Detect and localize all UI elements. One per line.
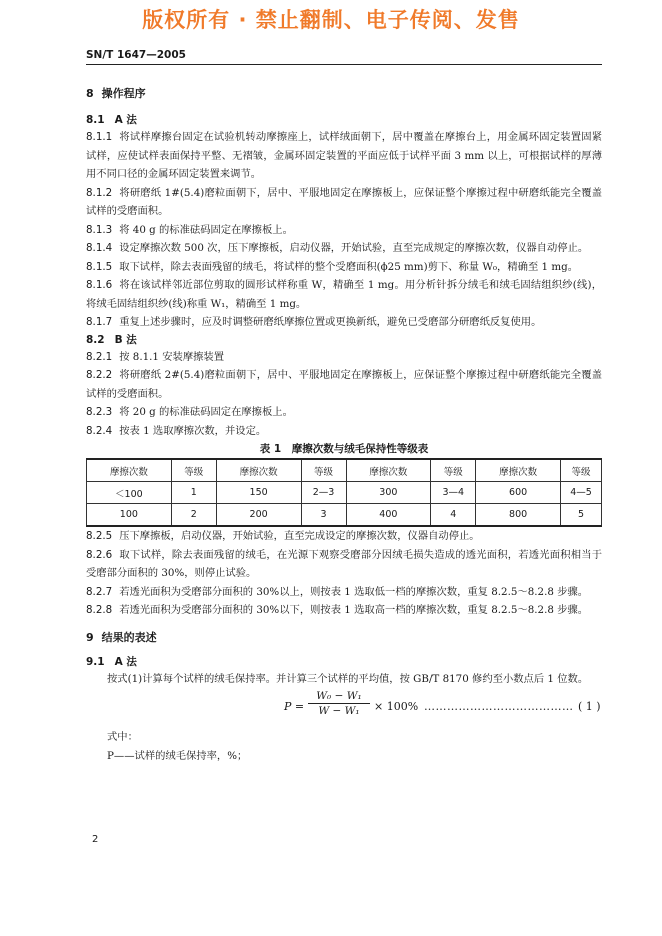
table-header-cell: 等级: [171, 459, 216, 482]
clause-8-2-3: [86, 403, 602, 422]
clause-text: 设定摩擦次数 500 次，压下摩擦板，启动仪器，开始试验，直至完成规定的摩擦次数，仪器自动停止。: [119, 242, 589, 254]
grade-table: [86, 458, 602, 527]
clause-8-2-6: [86, 546, 602, 583]
clause-number: 8.1.6: [86, 279, 113, 291]
watermark: 版权所有 · 禁止翻制、电子传阅、发售: [142, 8, 520, 32]
clause-8-1-7: [86, 313, 602, 332]
table-cell: ＜100: [87, 482, 172, 504]
table-header-row: [87, 459, 602, 482]
clause-text: 取下试样，除去表面残留的绒毛，在光源下观察受磨部分因绒毛损失造成的透光面积，若透光面积相当于受磨部分面积的 30%，则停止试验。: [86, 548, 602, 579]
clause-text: 将在该试样邻近部位剪取的圆形试样称重 W，精确至 1 mg。用分析针拆分绒毛和绒毛固结组织纱(线)，将绒毛固结组织纱(线)称重 W₁，精确至 1 mg。: [86, 279, 602, 310]
table-cell: 600: [476, 482, 561, 504]
subsection-title: A 法: [114, 114, 137, 126]
subsection-number: 9.1: [86, 655, 105, 668]
clause-text: 将研磨纸 1#(5.4)磨粒面朝下，居中、平服地固定在摩擦板上，应保证整个摩擦过程中研磨纸能完全覆盖试样的受磨面积。: [86, 186, 602, 217]
clause-8-1-3: [86, 221, 602, 240]
table-header-cell: 等级: [561, 459, 602, 482]
table-cell: 200: [216, 504, 301, 527]
table-header-cell: 摩擦次数: [476, 459, 561, 482]
clause-number: 8.2.2: [86, 369, 113, 381]
clause-8-2-4: [86, 422, 602, 441]
clause-8-1-1: [86, 128, 602, 184]
where-label: 式中：: [107, 731, 138, 743]
standard-code: SN/T 1647—2005: [86, 49, 186, 61]
clause-8-1-5: [86, 258, 602, 277]
table-row: [87, 504, 602, 527]
clause-number: 8.2.5: [86, 530, 113, 542]
formula-number: ( 1 ): [578, 700, 601, 713]
clause-8-1-2: [86, 184, 602, 221]
clause-8-2-5: [86, 527, 602, 546]
table-cell: 5: [561, 504, 602, 527]
page-number: 2: [92, 834, 99, 845]
table-header-cell: 摩擦次数: [216, 459, 301, 482]
clause-text: 若透光面积为受磨部分面积的 30%以上，则按表 1 选取低一档的摩擦次数，重复 8.2.5～8.2.8 步骤。: [119, 585, 589, 598]
clause-number: 8.2.3: [86, 406, 113, 418]
table-cell: 2: [171, 504, 216, 527]
clause-number: 8.1.2: [86, 186, 113, 199]
table-cell: 3—4: [431, 482, 476, 504]
clause-number: 8.2.4: [86, 424, 113, 437]
clause-text: 按 8.1.1 安装摩擦装置: [119, 350, 225, 363]
subsection-number: 8.2: [86, 333, 105, 346]
table-cell: 150: [216, 482, 301, 504]
formula-multiplier: × 100%: [374, 700, 419, 713]
clause-text: 将试样摩擦台固定在试验机转动摩擦座上，试样绒面朝下，居中覆盖在摩擦台上，用金属环固定装置固紧试样，应使试样表面保持平整、无褶皱，金属环固定装置的平面应低于试样平面 3 mm 以上，可根据试样的厚薄用不同口径的金属环固定装置来调节。: [86, 131, 602, 180]
table-cell: 1: [171, 482, 216, 504]
section-number: 8: [86, 87, 94, 100]
section-title: 操作程序: [101, 87, 146, 100]
clause-text: 将 20 g 的标准砝码固定在摩擦板上。: [119, 406, 293, 418]
clause-8-1-6: [86, 276, 602, 313]
clause-8-2-1: [86, 348, 602, 367]
table-row: [87, 482, 602, 504]
table-cell: 400: [346, 504, 431, 527]
formula-denominator: W − W₁: [318, 705, 360, 717]
table-cell: 100: [87, 504, 172, 527]
table-header-cell: 摩擦次数: [346, 459, 431, 482]
table-cell: 800: [476, 504, 561, 527]
clause-text: 将研磨纸 2#(5.4)磨粒面朝下，居中、平服地固定在摩擦板上，应保证整个摩擦过程中研磨纸能完全覆盖试样的受磨面积。: [86, 369, 602, 400]
formula-1: [86, 688, 602, 728]
formula-fraction: [308, 690, 370, 717]
subsection-heading-8-2: [86, 332, 602, 348]
subsection-number: 8.1: [86, 114, 105, 126]
clause-number: 8.2.6: [86, 548, 113, 561]
clause-8-1-4: [86, 239, 602, 258]
clause-number: 8.1.4: [86, 242, 113, 254]
section-heading-8: [86, 86, 602, 102]
table-cell: 300: [346, 482, 431, 504]
clause-text: 按表 1 选取摩擦次数，并设定。: [119, 424, 267, 437]
table-cell: 4: [431, 504, 476, 527]
where-item-p: P——试样的绒毛保持率，%；: [107, 749, 248, 762]
clause-number: 8.2.8: [86, 604, 113, 616]
clause-number: 8.1.5: [86, 260, 113, 273]
table-cell: 4—5: [561, 482, 602, 504]
section-heading-9: [86, 630, 602, 646]
clause-8-2-7: [86, 583, 602, 602]
clause-8-2-2: [86, 366, 602, 403]
clause-number: 8.1.7: [86, 316, 113, 328]
clause-text: 将 40 g 的标准砝码固定在摩擦板上。: [119, 223, 293, 236]
clause-number: 8.1.3: [86, 223, 113, 236]
formula-leader-dots: …………………………………: [424, 700, 574, 713]
formula-lhs: P =: [284, 700, 305, 713]
table-header-cell: 等级: [431, 459, 476, 482]
clause-number: 8.1.1: [86, 131, 113, 143]
header-rule: [86, 64, 602, 65]
subsection-heading-8-1: [86, 112, 602, 128]
clause-text: 压下摩擦板，启动仪器，开始试验，直至完成设定的摩擦次数，仪器自动停止。: [119, 530, 480, 542]
clause-8-2-8: [86, 601, 602, 620]
table-cell: 2—3: [301, 482, 346, 504]
section-number: 9: [86, 630, 94, 644]
clause-text: 重复上述步骤时，应及时调整研磨纸摩擦位置或更换新纸，避免已受磨部分研磨纸反复使用。: [119, 316, 542, 328]
clause-number: 8.2.1: [86, 350, 113, 363]
clause-text: 若透光面积为受磨部分面积的 30%以下，则按表 1 选取高一档的摩擦次数，重复 8.2.5～8.2.8 步骤。: [119, 604, 589, 616]
table-cell: 3: [301, 504, 346, 527]
subsection-heading-9-1: [86, 654, 602, 670]
table-header-cell: 摩擦次数: [87, 459, 172, 482]
clause-number: 8.2.7: [86, 585, 113, 598]
formula-numerator: W₀ − W₁: [308, 690, 370, 704]
subsection-title: A 法: [114, 655, 137, 668]
table-caption: 表 1 摩擦次数与绒毛保持性等级表: [259, 443, 429, 455]
section-title: 结果的表述: [101, 630, 157, 644]
table-header-cell: 等级: [301, 459, 346, 482]
subsection-title: B 法: [114, 333, 137, 346]
clause-9-1-text: 按式(1)计算每个试样的绒毛保持率。并计算三个试样的平均值，按 GB/T 8170 修约至小数点后 1 位数。: [107, 672, 589, 685]
clause-text: 取下试样，除去表面残留的绒毛，将试样的整个受磨面积(ϕ25 mm)剪下、称量 W₀，精确至 1 mg。: [119, 260, 578, 273]
document-body: [86, 86, 602, 765]
